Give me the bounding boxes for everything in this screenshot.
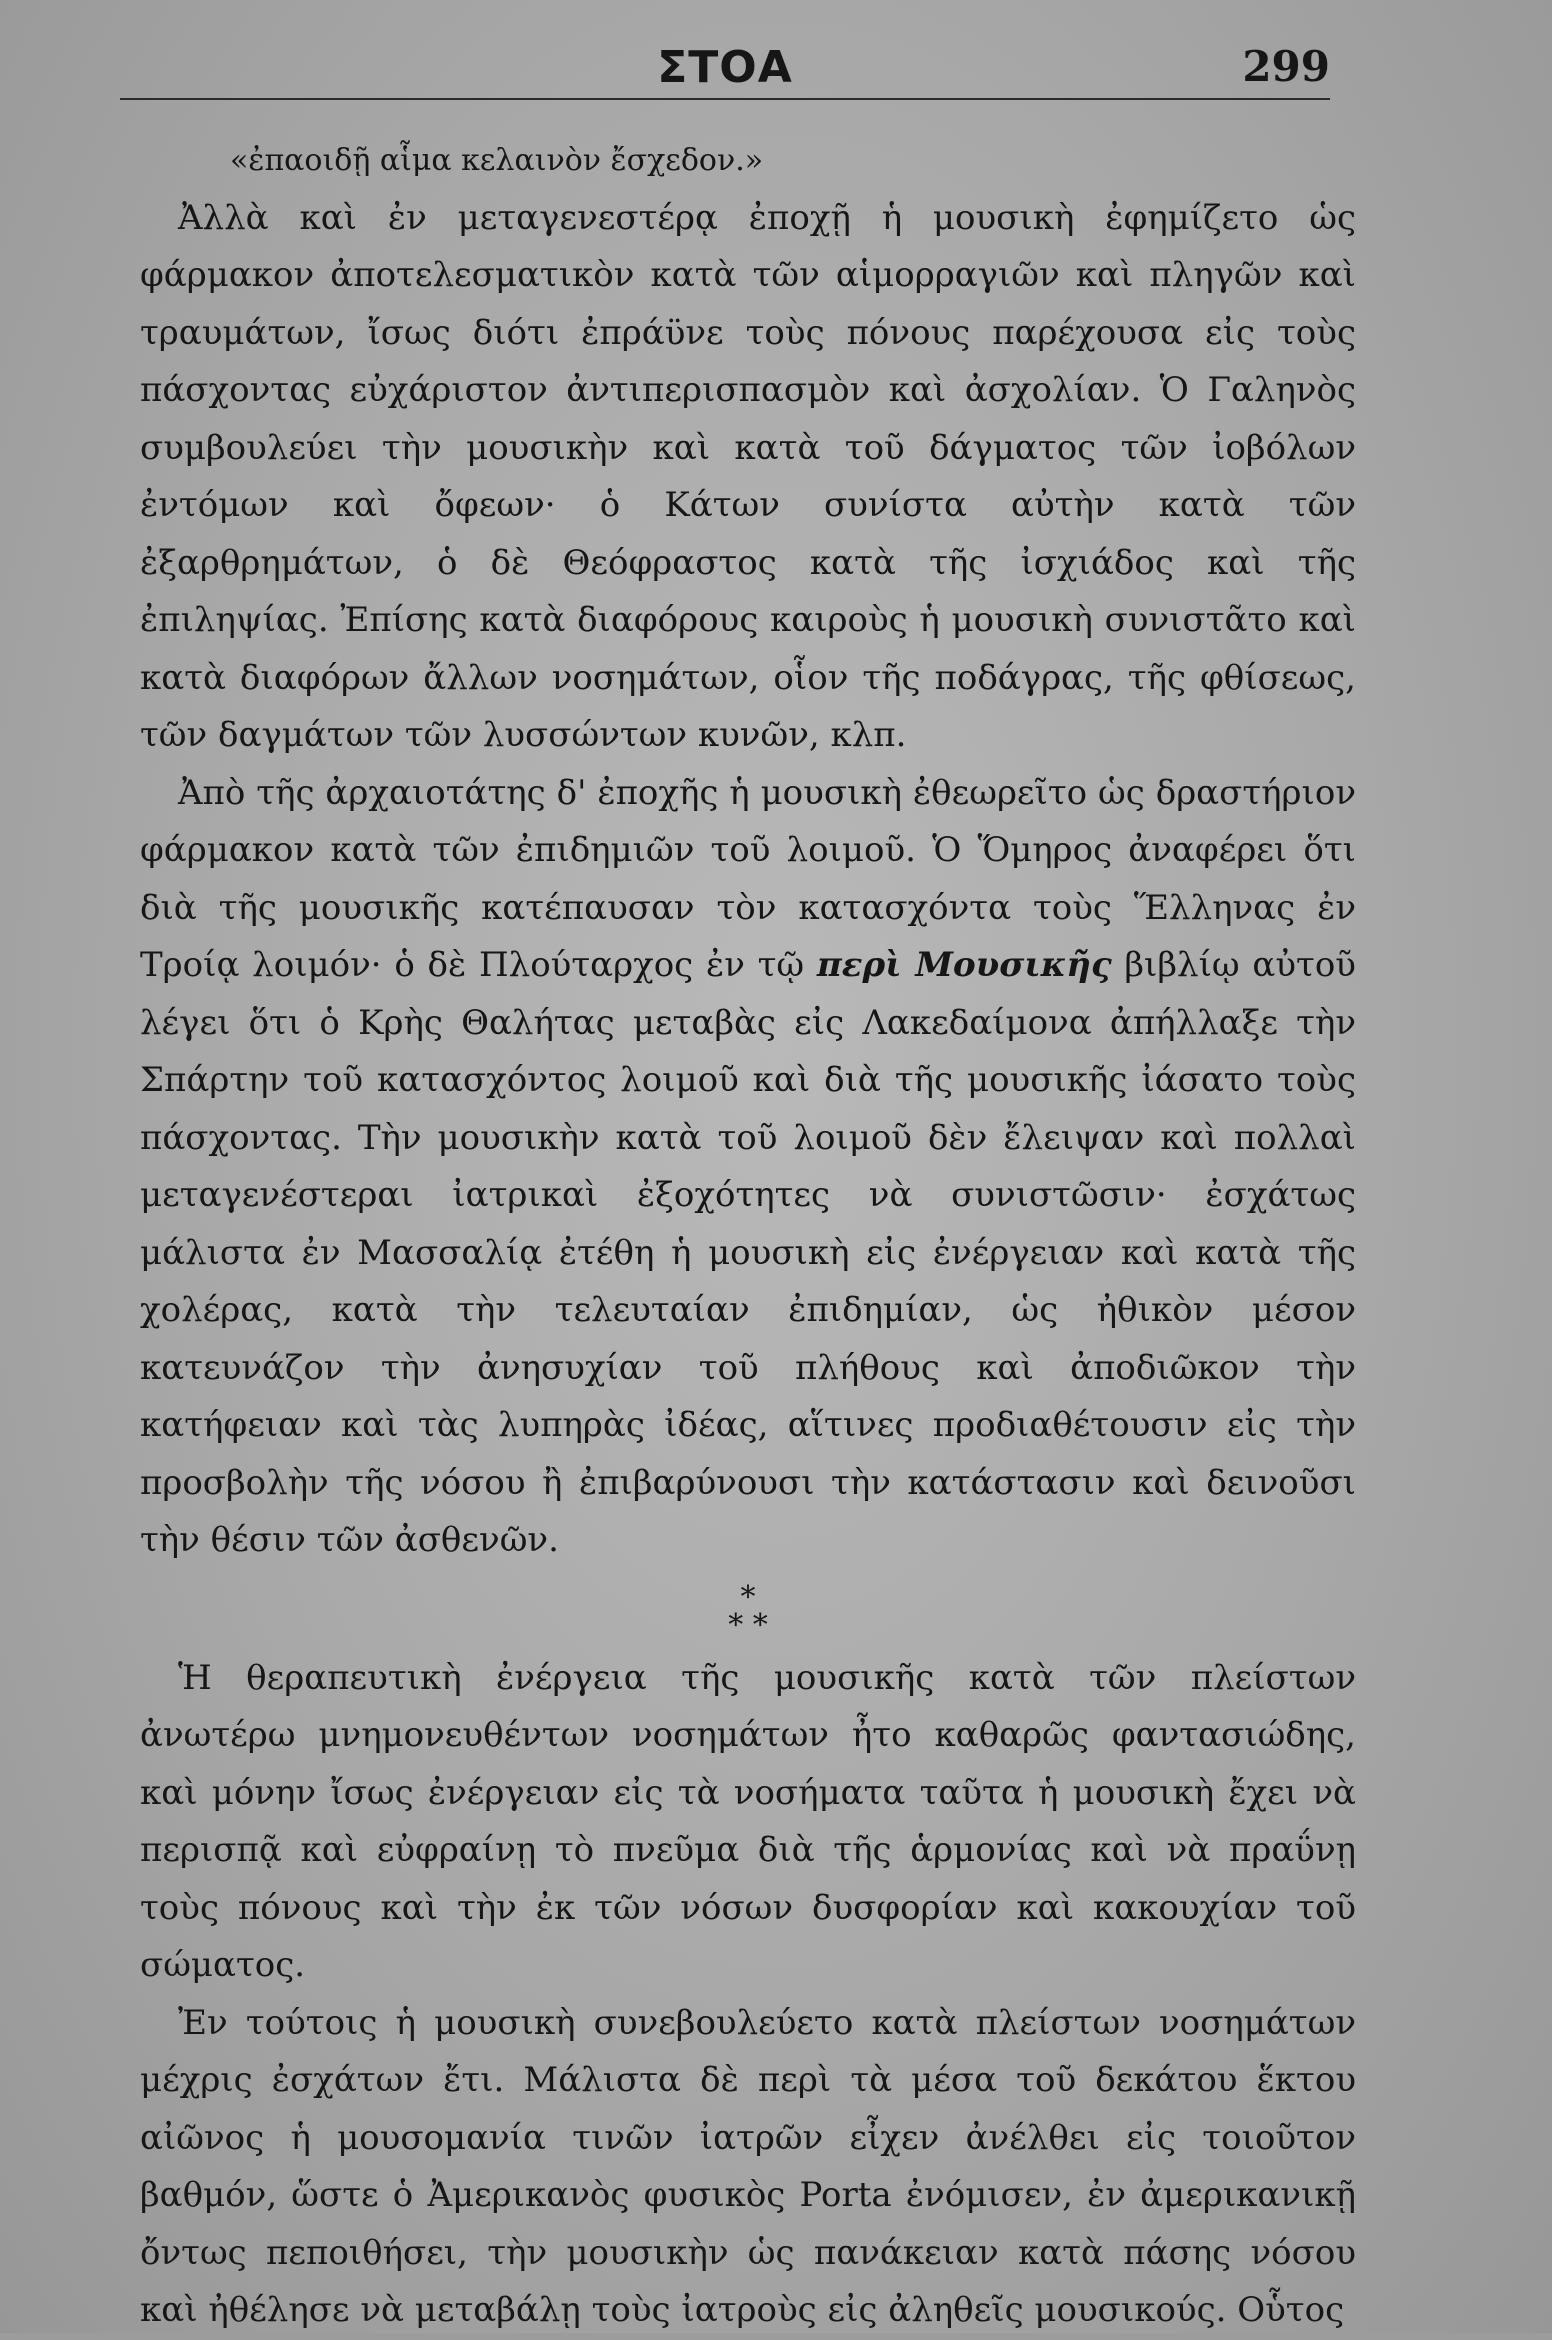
running-title: ΣΤΟΑ (657, 42, 793, 93)
paragraph: Ἡ θεραπευτικὴ ἐνέργεια τῆς μουσικῆς κατὰ τῶν πλείστων ἀνωτέρω μνημονευθέντων νοσημάτων ἦτο καθαρῶς φαντασιώδης, καὶ μόνην ἴσως ἐνέργειαν εἰς τὰ νοσήματα ταῦτα ἡ μουσικὴ ἔχει νὰ περισπᾷ καὶ εὐφραίνῃ τὸ πνεῦμα διὰ τῆς ἁρμονίας καὶ νὰ πραΰνῃ τοὺς πόνους καὶ τὴν ἐκ τῶν νόσων δυσφορίαν καὶ κακουχίαν τοῦ σώματος. (140, 1657, 1356, 1985)
asterism-bottom: * * (728, 1607, 768, 1643)
quotation-line: «ἐπαοιδῇ αἷμα κελαινὸν ἔσχεδον.» (230, 143, 764, 178)
header-rule (120, 98, 1330, 103)
paragraph-text: βιβλίῳ αὐτοῦ λέγει ὅτι ὁ Κρὴς Θαλήτας μεταβὰς εἰς Λακεδαίμονα ἀπήλλαξε τὴν Σπάρτην τοῦ κατασχόντος λοιμοῦ καὶ διὰ τῆς μουσικῆς ἰάσατο τοὺς πάσχοντας. Τὴν μουσικὴν κατὰ τοῦ λοιμοῦ δὲν ἔλειψαν καὶ πολλαὶ μεταγενέστεραι ἰατρικαὶ ἐξοχότητες νὰ συνιστῶσιν· ἐσχάτως μάλιστα ἐν Μασσαλίᾳ ἐτέθη ἡ μουσικὴ εἰς ἐνέργειαν καὶ κατὰ τῆς χολέρας, κατὰ τὴν τελευταίαν ἐπιδημίαν, ὡς ἠθικὸν μέσον κατευνάζον τὴν ἀνησυχίαν τοῦ πλήθους καὶ ἀποδιῶκον τὴν κατήφειαν καὶ τὰς λυπηρὰς ἰδέας, αἵτινες προδιαθέτουσιν εἰς τὴν προσβολὴν τῆς νόσου ἢ ἐπιβαρύνουσι τὴν κατάστασιν καὶ δεινοῦσι τὴν θέσιν τῶν ἀσθενῶν. (140, 945, 1356, 1560)
asterism-top: * (740, 1579, 756, 1615)
section-asterism (140, 1579, 1356, 1643)
page-number: 299 (1242, 42, 1330, 91)
paragraph-text: Ἀπὸ τῆς ἀρχαιοτάτης δ' ἐποχῆς ἡ μουσικὴ ἐθεωρεῖτο ὡς δραστήριον φάρμακον κατὰ τῶν ἐπιδημιῶν τοῦ λοιμοῦ. Ὁ Ὅμηρος ἀναφέρει ὅτι διὰ τῆς μουσικῆς κατέπαυσαν τὸν κατασχόντα τοὺς Ἕλληνας ἐν Τροίᾳ λοιμόν· ὁ δὲ Πλούταρχος ἐν τῷ (140, 772, 1356, 985)
paragraph: Ἐν τούτοις ἡ μουσικὴ συνεβουλεύετο κατὰ πλείστων νοσημάτων μέχρις ἐσχάτων ἔτι. Μάλιστα δὲ περὶ τὰ μέσα τοῦ δεκάτου ἕκτου αἰῶνος ἡ μουσομανία τινῶν ἰατρῶν εἶχεν ἀνέλθει εἰς τοιοῦτον βαθμόν, ὥστε ὁ Ἀμερικανὸς φυσικὸς Porta ἐνόμισεν, ἐν ἀμερικανικῇ ὄντως πεποιθήσει, τὴν μουσικὴν ὡς πανάκειαν κατὰ πάσης νόσου καὶ ἠθέλησε νὰ μεταβάλῃ τοὺς ἰατροὺς εἰς ἀληθεῖς μουσικούς. Οὗτος (140, 2002, 1356, 2330)
body-text (140, 132, 1356, 2340)
paragraph: Ἀλλὰ καὶ ἐν μεταγενεστέρᾳ ἐποχῇ ἡ μουσικὴ ἐφημίζετο ὡς φάρμακον ἀποτελεσματικὸν κατὰ τῶν αἱμορραγιῶν καὶ πληγῶν καὶ τραυμάτων, ἴσως διότι ἐπράϋνε τοὺς πόνους παρέχουσα εἰς τοὺς πάσχοντας εὐχάριστον ἀντιπερισπασμὸν καὶ ἀσχολίαν. Ὁ Γαληνὸς συμβουλεύει τὴν μουσικὴν καὶ κατὰ τοῦ δάγματος τῶν ἰοβόλων ἐντόμων καὶ ὄφεων· ὁ Κάτων συνίστα αὐτὴν κατὰ τῶν ἐξαρθρημάτων, ὁ δὲ Θεόφραστος κατὰ τῆς ἰσχιάδος καὶ τῆς ἐπιληψίας. Ἐπίσης κατὰ διαφόρους καιροὺς ἡ μουσικὴ συνιστᾶτο καὶ κατὰ διαφόρων ἄλλων νοσημάτων, οἷον τῆς ποδάγρας, τῆς φθίσεως, τῶν δαγμάτων τῶν λυσσώντων κυνῶν, κλπ. (140, 197, 1356, 755)
italic-book-title: περὶ Μουσικῆς (816, 945, 1112, 985)
running-header (120, 38, 1330, 98)
paragraph (140, 765, 1356, 1570)
